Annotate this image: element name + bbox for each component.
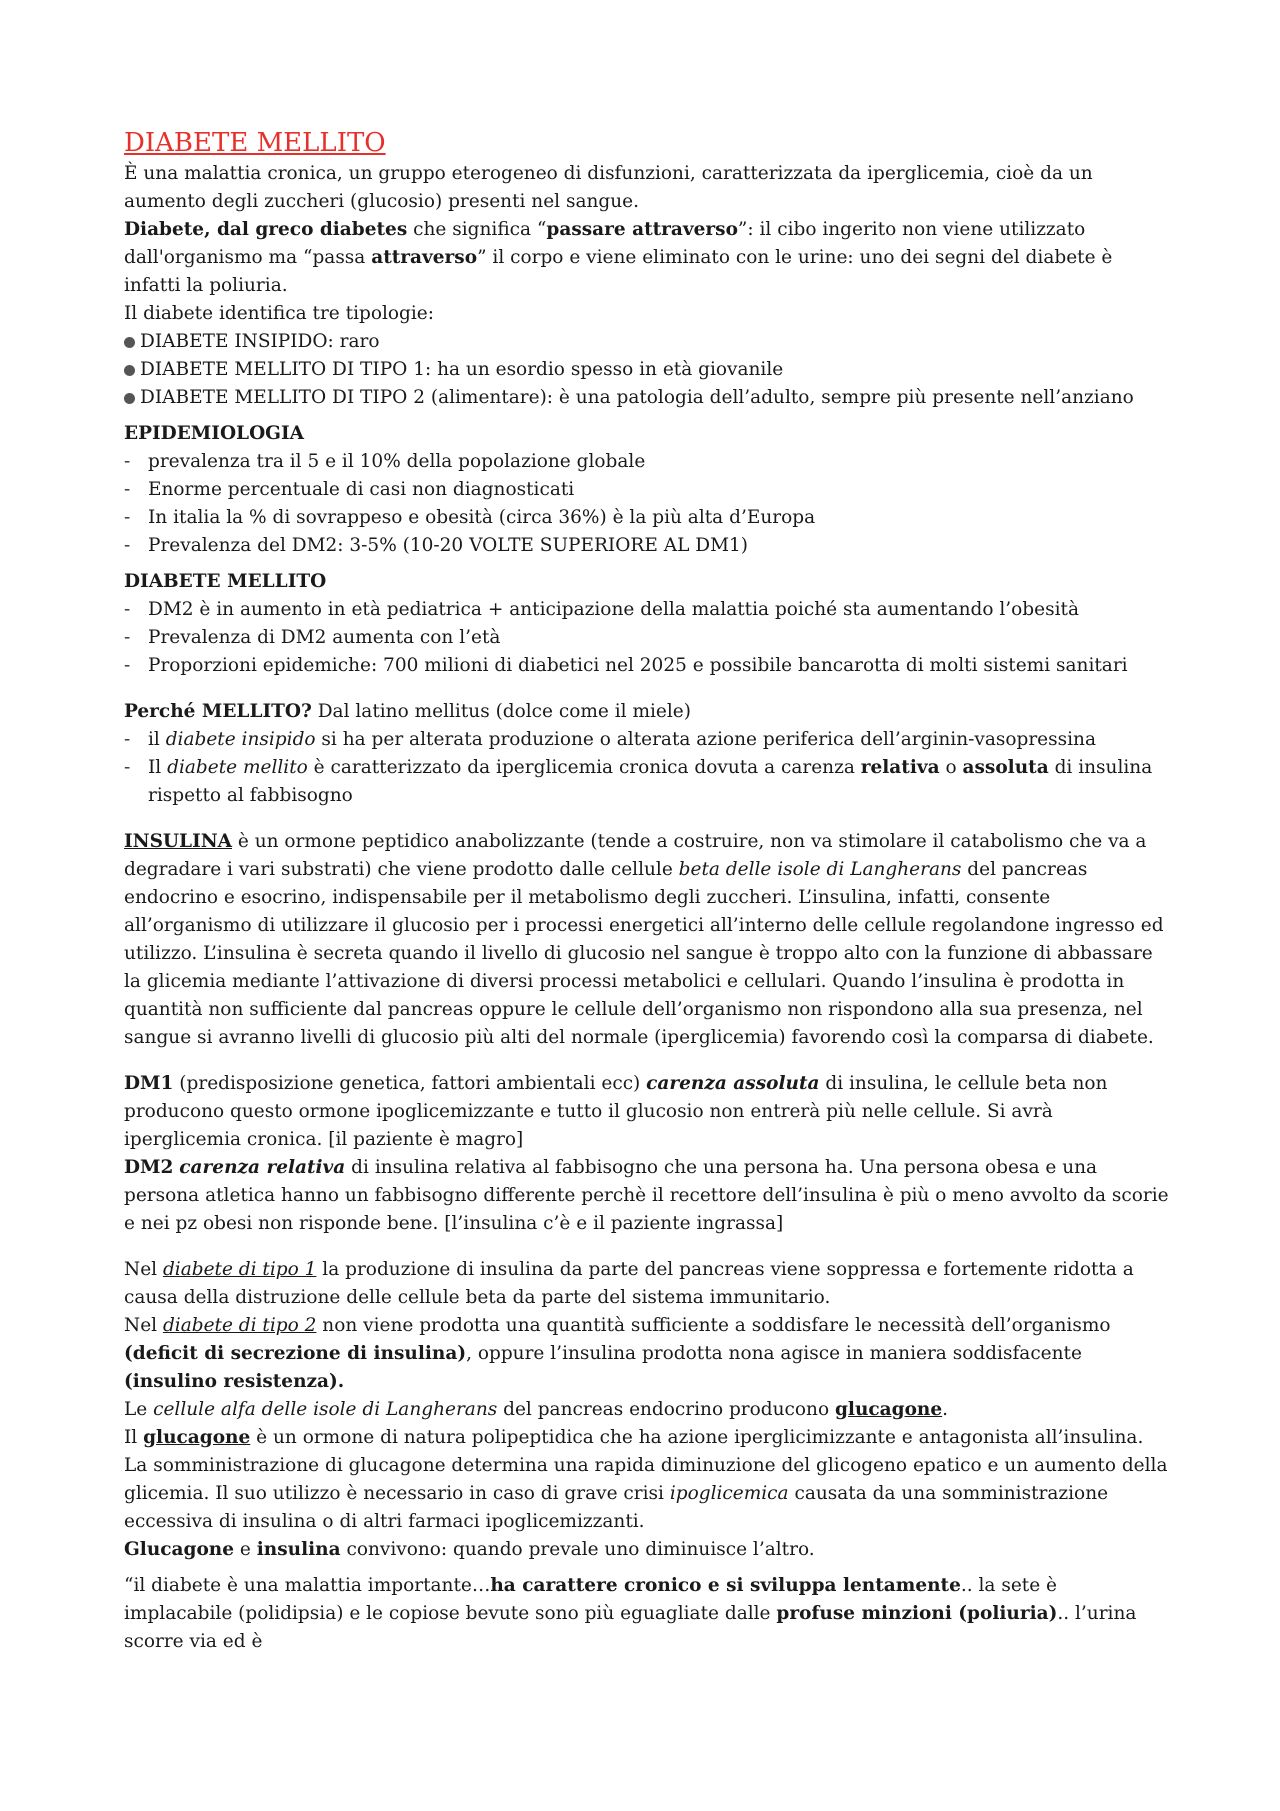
list-item: - In italia la % di sovrappeso e obesità (circa 36%) è la più alta d’Europa <box>124 504 1169 532</box>
glucagone-term: glucagone <box>143 1427 251 1448</box>
etym-text: che significa “ <box>407 219 547 240</box>
list-item: - Prevalenza di DM2 aumenta con l’età <box>124 624 1169 652</box>
dm2-term: DM2 <box>124 1157 174 1178</box>
alfa-paragraph <box>124 1396 1169 1424</box>
glucagone-term: glucagone <box>834 1399 943 1420</box>
etym-text: ” il corpo e viene eliminato con le urine: uno dei segni del diabete è infatti la poliuria. <box>124 247 1113 296</box>
section-heading-diabete-mellito: DIABETE MELLITO <box>124 571 327 592</box>
list-item: DIABETE MELLITO DI TIPO 2 (alimentare): è una patologia dell’adulto, sempre più presente nell’anziano <box>124 384 1169 412</box>
etymology-paragraph <box>124 216 1169 300</box>
perche-bold: Perché MELLITO? <box>124 701 312 722</box>
types-list <box>124 328 1169 412</box>
convivono-paragraph <box>124 1536 1169 1564</box>
document-title: DIABETE MELLITO <box>124 128 386 158</box>
bold-run: Glucagone <box>124 1539 235 1560</box>
list-item: - prevalenza tra il 5 e il 10% della popolazione globale <box>124 448 1169 476</box>
section-heading-epidemiologia: EPIDEMIOLOGIA <box>124 423 304 444</box>
bold-italic-run: carenza assoluta <box>646 1073 820 1094</box>
text-run: del pancreas endocrino e esocrino, indispensabile per il metabolismo degli zuccheri. L’insulina, infatti, consente all’organismo di utilizzare il glucosio per i processi energetici all’interno delle cellule regolandone ingresso ed utilizzo. L’insulina è secreta quando il livello di glucosio nel sangue è troppo alto con la funzione di abbassare la glicemia mediante l’attivazione di diversi processi metabolici e cellulari. Quando l’insulina è prodotta in quantità non sufficiente dal pancreas oppure le cellule dell’organismo non rispondono alla sua presenza, nel sangue si avranno livelli di glucosio più alti del normale (iperglicemia) favorendo così la comparsa di diabete. <box>124 859 1164 1048</box>
bold-italic-run: carenza relativa <box>179 1157 346 1178</box>
perche-list <box>124 726 1169 810</box>
list-item <box>124 754 1169 810</box>
bold-run: ha carattere cronico e si sviluppa lentamente <box>490 1575 961 1596</box>
glucagone-paragraph <box>124 1424 1169 1536</box>
diabete-mellito-list <box>124 596 1169 680</box>
text-run: non viene prodotta una quantità sufficiente a soddisfare le necessità dell’organismo <box>316 1315 1111 1336</box>
text-run: di insulina, le cellule beta non producono questo ormone ipoglicemizzante e tutto il glucosio non entrerà più nelle cellule. Si avrà iperglicemia cronica. [il paziente è magro] <box>124 1073 1108 1150</box>
etym-text: ”: il cibo ingerito non viene utilizzato dall'organismo ma “passa <box>124 219 1086 268</box>
text-run: convivono: quando prevale uno diminuisce l’altro. <box>340 1539 815 1560</box>
text-run: di insulina relativa al fabbisogno che una persona ha. Una persona obesa e una persona atletica hanno un fabbisogno differente perchè il recettore dell’insulina è più o meno avvolto da scorie e nei pz obesi non risponde bene. [l’insulina c’è e il paziente ingrassa] <box>124 1157 1169 1234</box>
text-run: di insulina rispetto al fabbisogno <box>148 757 1153 806</box>
insulina-term: INSULINA <box>124 831 232 852</box>
text-run: è caratterizzato da iperglicemia cronica dovuta a carenza <box>307 757 861 778</box>
bold-run: profuse minzioni (poliuria) <box>776 1603 1058 1624</box>
text-run: è un ormone di natura polipeptidica che ha azione iperglicimizzante e antagonista all’insulina. La somministrazione di glucagone determina una rapida diminuzione del glicogeno epatico e un aumento della glicemia. Il suo utilizzo è necessario in caso di grave crisi <box>124 1427 1168 1504</box>
italic-run: cellule alfa delle isole di Langherans <box>153 1399 498 1420</box>
list-item: DIABETE INSIPIDO: raro <box>124 328 1169 356</box>
bold-run: relativa <box>860 757 940 778</box>
bold-run: (deficit di secrezione di insulina) <box>124 1343 467 1364</box>
list-item: - DM2 è in aumento in età pediatrica + anticipazione della malattia poiché sta aumentando l’obesità <box>124 596 1169 624</box>
list-item: - Proporzioni epidemiche: 700 milioni di diabetici nel 2025 e possibile bancarotta di molti sistemi sanitari <box>124 652 1169 680</box>
italic-run: diabete insipido <box>165 729 316 750</box>
text-run: Il <box>124 1427 144 1448</box>
text-run: .. l’urina scorre via ed è <box>124 1603 1137 1652</box>
document-content <box>124 126 1169 1656</box>
text-run: è un ormone peptidico anabolizzante (tende a costruire, non va stimolare il catabolismo che va a degradare i vari substrati) che viene prodotto dalle cellule <box>124 831 1147 880</box>
list-item: DIABETE MELLITO DI TIPO 1: ha un esordio spesso in età giovanile <box>124 356 1169 384</box>
text-run: Le <box>124 1399 154 1420</box>
etym-bold: passare attraverso <box>546 219 738 240</box>
etym-bold: Diabete, dal greco diabetes <box>124 219 408 240</box>
bold-run: (insulino resistenza). <box>124 1371 345 1392</box>
italic-run: diabete mellito <box>167 757 308 778</box>
dm1-term: DM1 <box>124 1073 174 1094</box>
bold-run: assoluta <box>962 757 1049 778</box>
text-run: la produzione di insulina da parte del pancreas viene soppressa e fortemente ridotta a causa della distruzione delle cellule beta da parte del sistema immunitario. <box>124 1259 1134 1308</box>
text-run: il <box>148 729 166 750</box>
list-item <box>124 726 1169 754</box>
text-run: (predisposizione genetica, fattori ambientali ecc) <box>173 1073 647 1094</box>
dm1-paragraph <box>124 1070 1169 1154</box>
italic-run: ipoglicemica <box>669 1483 789 1504</box>
bold-run: insulina <box>256 1539 341 1560</box>
perche-paragraph <box>124 698 1169 726</box>
text-run: del pancreas endocrino producono <box>497 1399 835 1420</box>
text-run: causata da una somministrazione eccessiva di insulina o di altri farmaci ipoglicemizzanti. <box>124 1483 1109 1532</box>
text-run: “il diabete è una malattia importante… <box>124 1575 491 1596</box>
text-run: Nel <box>124 1259 163 1280</box>
types-intro: Il diabete identifica tre tipologie: <box>124 303 434 324</box>
perche-text: Dal latino mellitus (dolce come il miele) <box>311 701 691 722</box>
text-run: . <box>942 1399 949 1420</box>
text-run: e <box>234 1539 257 1560</box>
italic-underline-run: diabete di tipo 1 <box>162 1259 317 1280</box>
list-item: - Prevalenza del DM2: 3-5% (10-20 VOLTE SUPERIORE AL DM1) <box>124 532 1169 560</box>
text-run: o <box>939 757 963 778</box>
text-run: , oppure l’insulina prodotta nona agisce in maniera soddisfacente <box>466 1343 1082 1364</box>
italic-underline-run: diabete di tipo 2 <box>162 1315 317 1336</box>
intro-paragraph: È una malattia cronica, un gruppo eterogeneo di disfunzioni, caratterizzata da iperglicemia, cioè da un aumento degli zuccheri (glucosio) presenti nel sangue. <box>124 163 1093 212</box>
tipo1-paragraph <box>124 1256 1169 1312</box>
tipo2-paragraph <box>124 1312 1169 1396</box>
text-run: .. la sete è implacabile (polidipsia) e le copiose bevute sono più eguagliate dalle <box>124 1575 1057 1624</box>
dm2-paragraph <box>124 1154 1169 1238</box>
epidemiologia-list <box>124 448 1169 560</box>
etym-bold: attraverso <box>371 247 478 268</box>
list-item: - Enorme percentuale di casi non diagnosticati <box>124 476 1169 504</box>
text-run: Nel <box>124 1315 163 1336</box>
insulina-paragraph <box>124 828 1169 1052</box>
italic-run: beta delle isole di Langherans <box>678 859 962 880</box>
text-run: si ha per alterata produzione o alterata azione periferica dell’arginin-vasopressina <box>315 729 1096 750</box>
text-run: Il <box>148 757 168 778</box>
quote-paragraph <box>124 1572 1169 1656</box>
